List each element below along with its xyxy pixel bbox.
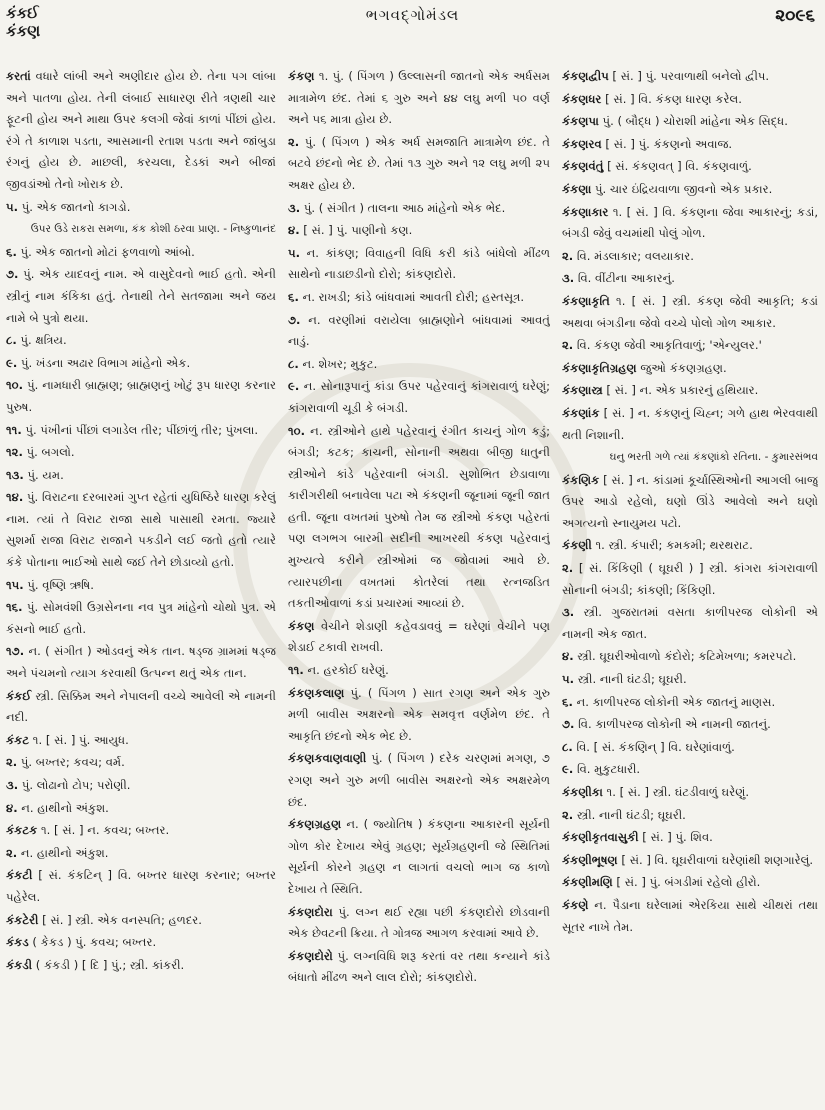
dictionary-entry: કંકણા પું. ચાર ઇંદ્રિયવાળા જીવનો એક પ્રકાર. bbox=[562, 181, 773, 196]
dictionary-entry: ૯. ન. સોનારૂપાનું કાંડા ઉપર પહેરવાનું કાંગરાવાળું ઘરેણું; કાંગરાવાળી ચૂડી કે બંગડી. bbox=[288, 379, 550, 415]
dictionary-entry: કંકણાંક [ સં. ] ન. કંકણનું ચિહ્ન; ગળે હાથ ભેરવવાથી થતી નિશાની. bbox=[562, 405, 818, 442]
guide-word-last: કંકણ bbox=[6, 22, 41, 40]
dictionary-entry: કંકણકવાણવાણી પું. ( પિંગળ ) દરેક ચરણમાં મગણ, ૭ રગણ અને ગુરુ મળી બાવીસ અક્ષરનો એક અક્ષરમેળ છંદ. bbox=[288, 751, 550, 809]
dictionary-entry: ૨. [ સં. કિંકિણી ( ઘૂઘરી ) ] સ્ત્રી. કાંગરા કાંગરાવાળી સોનાની બંગડી; કાંકણી; કિંકિણી. bbox=[562, 561, 818, 597]
dictionary-entry: ૨. પું. બખ્તર; કવચ; વર્મ. bbox=[6, 755, 125, 770]
dictionary-entry: કંકણવંતું [ સં. કંકણવત્ ] વિ. કંકણવાળું. bbox=[562, 159, 752, 174]
dictionary-entry: ૮. વિ. [ સં. કંકણિન્ ] વિ. ઘરેણાંવાળું. bbox=[562, 739, 735, 754]
dictionary-entry: કંકણાકાર ૧. [ સં. ] વિ. કંકણના જેવા આકારનું; કડાં, બંગડી જેવું વચમાંથી પોલું ગોળ. bbox=[562, 204, 818, 241]
dictionary-entry: કંકણધર [ સં. ] વિ. કંકણ ધારણ કરેલ. bbox=[562, 91, 742, 106]
dictionary-entry: કંકણીકા ૧. [ સં. ] સ્ત્રી. ઘંટડીવાળું ઘરેણું. bbox=[562, 785, 750, 799]
dictionary-entry: ૧૫. પું. વૃષ્ણિ ઋષિ. bbox=[6, 577, 94, 592]
dictionary-entry: ૧૨. પું. બગલો. bbox=[6, 445, 75, 460]
dictionary-entry: ૨. પું. ( પિંગળ ) એક અર્ધ સમજાતિ માત્રામેળ છંદ. તે બટવે છંદનો ભેદ છે. તેમાં ૧૩ ગુરુ અને ૧૨ લઘુ મળી ૨૫ અક્ષર હોય છે. bbox=[288, 134, 550, 192]
dictionary-entry: ૨. ન. હાથીનો અંકુશ. bbox=[6, 845, 109, 860]
dictionary-entry: ૧૪. પું. વિરાટના દરબારમાં ગુપ્ત રહેતાં યુધિષ્ઠિરે ધારણ કરેલું નામ. ત્યાં તે વિરાટ રાજા સાથે પાસાથી રમતા. જ્યારે સુશર્મા રાજા વિરાટ રાજાને પકડીને લઈ જતો હતો ત્યારે કંકે પોતાના ભાઈઓ સાથે જઈ તેને છોડાવ્યો હતો. bbox=[6, 490, 276, 570]
dictionary-entry: કંકટક ૧. [ સં. ] ન. કવચ; બખ્તર. bbox=[6, 823, 170, 838]
dictionary-entry: ૯. વિ. મુકુટધારી. bbox=[562, 762, 641, 777]
dictionary-entry: કંકણગ્રહણ ન. ( જ્યોતિષ ) કંકણના આકારની સૂર્યની ગોળ કોર દેખાય એવું ગ્રહણ; સૂર્યગ્રહણની જે સ્થિતિમાં સૂર્યની કોરને ગ્રહણ ન લાગતાં વચલો ભાગ જ કાળો દેખાય તે સ્થિતિ. bbox=[288, 817, 550, 896]
dictionary-entry: કરતાં વધારે લાંબી અને અણીદાર હોય છે. તેના પગ લાંબા અને પાતળા હોય. તેની લંબાઈ સાધારણ રીતે ત્રણથી ચાર ફૂટની હોય અને માથા ઉપર કલગી જેવાં કાળાં પીંછાં હોય. રંગે તે કાળાશ પડતા, આસમાની રતાશ પડતા અને જાંબુડા રંગનું હોય છે. માછલી, કરચલા, દેડકાં અને બીજાં જીવડાંઓ તેનો ખોરાક છે. bbox=[6, 69, 276, 191]
dictionary-entry: કંકણાસ્ત્ર [ સં. ] ન. એક પ્રકારનું હથિયાર. bbox=[562, 383, 759, 398]
page-number: ૨૦૯૬ bbox=[775, 6, 815, 26]
column-left bbox=[6, 66, 276, 1106]
dictionary-entry: ઘનુ ભરતી ગળે ત્યાં કંકણાંકો રતિના. - કુમારસંભવ bbox=[609, 451, 818, 464]
dictionary-entry: ૨. સ્ત્રી. નાની ઘંટડી; ઘૂઘરી. bbox=[562, 807, 686, 822]
dictionary-entry: ૬. પું. એક જાતનો મોટાં ફળવાળો આંબો. bbox=[6, 244, 195, 259]
dictionary-entry: ૫. પું. એક જાતનો કાગડો. bbox=[6, 199, 131, 214]
dictionary-entry: કંકડી ( કંકડી ) [ દિ ] પું.; સ્ત્રી. કાંકરી. bbox=[6, 957, 185, 972]
dictionary-entry: કંકણી ૧. સ્ત્રી. કંપારી; કમકમી; થરથરાટ. bbox=[562, 538, 753, 553]
dictionary-entry: ૨. વિ. કંકણ જેવી આકૃતિવાળું; 'એન્યુલર.' bbox=[562, 338, 762, 353]
dictionary-entry: ૮. પું. ક્ષત્રિય. bbox=[6, 333, 67, 348]
dictionary-entry: ૩. સ્ત્રી. ગુજરાતમાં વસતા કાળીપરજ લોકોની એ નામની એક જાત. bbox=[562, 605, 818, 641]
dictionary-entry: કંકણીભૂષણ [ સં. ] વિ. ઘૂઘરીવાળાં ઘરેણાંથી શણગારેલું. bbox=[562, 852, 814, 867]
page-header bbox=[0, 0, 825, 58]
dictionary-entry: કંકણદોરો પું. લગ્નવિધિ શરૂ કરતાં વર તથા કન્યાને કાંડે બંધાતો મીંઢળ અને લાલ દોરો; કાંકણદોરો. bbox=[288, 948, 550, 985]
dictionary-entry: ૮. ન. શેખર; મુકુટ. bbox=[288, 356, 378, 371]
dictionary-entry: ૫. ન. કાંકણ; વિવાહની વિધિ કરી કાંડે બાંધેલો મીંઢળ સાથેનો નાડાછડીનો દોરો; કાંકણદોરો. bbox=[288, 245, 550, 282]
dictionary-entry: ૬. ન. રાખડી; કાંડે બાંધવામાં આવતી દોરી; હસ્તસૂત્ર. bbox=[288, 289, 525, 304]
dictionary-entry: ૩. પું. ( સંગીત ) તાલના આઠ માંહેનો એક ભેદ. bbox=[288, 200, 506, 215]
dictionary-entry: કંકણરવ [ સં. ] પું. કંકણનો અવાજ. bbox=[562, 136, 733, 151]
dictionary-entry: કંકટેરી [ સં. ] સ્ત્રી. એક વનસ્પતિ; હળદર. bbox=[6, 912, 202, 927]
column-right bbox=[562, 66, 818, 1106]
dictionary-entry: ૧૦. ન. સ્ત્રીઓને હાથે પહેરવાનું રંગીત કાચનું ગોળ કડું; બંગડી; કટક; કાચની, સોનાની અથવા બીજી ધાતુની સ્ત્રીઓને કાંડે પહેરવાની બંગડી. સુશોભિત છેડાવાળા કારીગરીથી બનાવેલા પટા એ કંકણની જૂનામાં જૂની જાત હતી. જૂના વખતમાં પુરુષો તેમ જ સ્ત્રીઓ કંકણ પહેરતાં પણ લગભગ બારમી સદીની આખરથી કંકણ પહેરવાનું મુખ્યત્વે કરીને સ્ત્રીઓમાં જ જોવામાં આવે છે. ત્યારપછીના વખતમાં કોતરેલાં તથા રત્નજડિત તકતીઓવાળાં કડાં પ્રચારમાં આવ્યાં છે. bbox=[288, 423, 550, 611]
dictionary-entry: કંકણદ્વીપ [ સં. ] પું. પરવાળાથી બનેલો દ્વીપ. bbox=[562, 69, 770, 83]
dictionary-entry: કંકણદોરા પું. લગ્ન થઈ રહ્યા પછી કંકણદોરો છોડવાની એક છેવટની ક્રિયા. તે ગોત્રજ આગળ કરવામાં આવે છે. bbox=[288, 904, 550, 941]
dictionary-entry: ઉપર ઉડે રાકરા સમળા, કંક કોશી ઠરવા પ્રાણ. - નિષ્કુળાનંદ bbox=[30, 223, 276, 236]
dictionary-entry: કંકઈ સ્ત્રી. સિક્કિમ અને નેપાલની વચ્ચે આવેલી એ નામની નદી. bbox=[6, 688, 276, 725]
dictionary-entry: કંકણાકૃતિગ્રહણ જુઓ કંકણગ્રહણ. bbox=[562, 360, 727, 375]
dictionary-entry: ૩. પું. લોઢાનો ટોપ; પરોણી. bbox=[6, 778, 131, 792]
dictionary-entry: ૪. [ સં. ] પું. પાણીનો કણ. bbox=[288, 223, 413, 238]
dictionary-entry: ૭. ન. વરણીમાં વરાયેલા બ્રાહ્મણોને બાંધવામાં આવતું નાડું. bbox=[288, 312, 550, 349]
dictionary-entry: કંકણાકૃતિ ૧. [ સં. ] સ્ત્રી. કંકણ જેવી આકૃતિ; કડાં અથવા બંગડીના જેવો વચ્ચે પોલો ગોળ આકાર. bbox=[562, 293, 818, 330]
dictionary-entry: કંકટ ૧. [ સં. ] પું. આયુધ. bbox=[6, 732, 129, 747]
dictionary-entry: કંકણે ન. પૈડાના ઘરેલામાં એરકિયા સાથે ચીથરાં તથા સૂતર નાખે તેમ. bbox=[562, 897, 818, 934]
dictionary-entry: ૧૭. ન. ( સંગીત ) ઓડવનું એક તાન. ષડ્જ ગ્રામમાં ષડ્જ અને પંચમનો ત્યાગ કરવાથી ઉત્પન્ન થતું એક તાન. bbox=[6, 644, 276, 681]
dictionary-entry: ૩. વિ. વીંટીના આકારનું. bbox=[562, 271, 675, 286]
dictionary-body bbox=[0, 66, 825, 1106]
column-middle bbox=[288, 66, 550, 1106]
dictionary-entry: કંકણીકૃતવાસુકી [ સં. ] પું. શિવ. bbox=[562, 830, 713, 845]
dictionary-entry: કંકણકલાણ પું. ( પિંગળ ) સાત રગણ અને એક ગુરુ મળી બાવીસ અક્ષરનો એક સમવૃત્ત વર્ણમેળ છંદ. તે આકૃતિ છંદનો એક ભેદ છે. bbox=[288, 685, 550, 743]
dictionary-entry: ૧૬. પું. સોમવંશી ઉગ્રસેનના નવ પુત્ર માંહેનો ચોથો પુત્ર. એ કંસનો ભાઈ હતો. bbox=[6, 600, 276, 636]
dictionary-entry: કંકણપા પું. ( બૌદ્ધ ) ચોરાશી માંહેના એક સિદ્ધ. bbox=[562, 114, 788, 129]
dictionary-entry: ૭. પું. એક યાદવનું નામ. એ વાસુદેવનો ભાઈ હતો. એની સ્ત્રીનું નામ કંકિકા હતું. તેનાથી તેને સતજામા અને જય નામે બે પુત્રો થયા. bbox=[6, 267, 276, 325]
dictionary-entry: કંકણ વેચીને શેડાણી કહેવડાવવું = ઘરેણાં વેચીને પણ શેડાઈ ટકાવી રાખવી. bbox=[288, 618, 550, 655]
dictionary-entry: કંકણિક [ સં. ] ન. કાંડામાં કૂર્ચાસ્થિઓની આગલી બાજુ ઉપર આડો રહેલો, ઘણો ઊંડે આવેલો અને ઘણો અગત્યનો સ્નાયુમય પટો. bbox=[562, 472, 818, 530]
guide-word-first: કંકઈ bbox=[6, 4, 39, 22]
dictionary-entry: કંકણ ૧. પું. ( પિંગળ ) ઉલ્લાસની જાતનો એક અર્ધસમ માત્રામેળ છંદ. તેમાં ૬ ગુરુ અને ૪૪ લઘુ મળી ૫૦ વર્ણ અને ૫૬ માત્રા હોય છે. bbox=[288, 69, 550, 127]
dictionary-entry: કંકણીમણિ [ સં. ] પું. બંગડીમાં રહેલો હીરો. bbox=[562, 875, 761, 890]
dictionary-entry: ૧૧. ન. હરકોઈ ઘરેણું. bbox=[288, 663, 389, 678]
dictionary-entry: કંકટી [ સં. કંકટિન્ ] વિ. બખ્તર ધારણ કરનાર; બખ્તર પહેરેલ. bbox=[6, 868, 276, 904]
dictionary-entry: ૯. પું. ખંડના અઢાર વિભાગ માંહેનો એક. bbox=[6, 355, 191, 370]
dictionary-entry: ૧૩. પું. યમ. bbox=[6, 467, 64, 482]
dictionary-entry: ૧૦. પું. નામધારી બ્રાહ્મણ; બ્રાહ્મણનું ખોટું રૂપ ધારણ કરનાર પુરુષ. bbox=[6, 378, 276, 414]
dictionary-entry: ૨. વિ. મંડલાકાર; વલયાકાર. bbox=[562, 248, 694, 263]
dictionary-entry: કંકડ ( કેકડ ) પું. કવચ; બખ્તર. bbox=[6, 935, 157, 950]
dictionary-entry: ૫. સ્ત્રી. નાની ઘંટડી; ઘૂઘરી. bbox=[562, 672, 687, 687]
dictionary-entry: ૪. સ્ત્રી. ઘૂઘરીઓવાળો કંદોરો; કટિમેખળા; કમરપટો. bbox=[562, 649, 797, 664]
running-title: ભગવદ્ગોમંડલ bbox=[365, 6, 460, 24]
dictionary-entry: ૭. વિ. કાળીપરજ લોકોની એ નામની જાતનું. bbox=[562, 717, 771, 732]
dictionary-entry: ૪. ન. હાથીનો અંકુશ. bbox=[6, 800, 109, 815]
dictionary-entry: ૬. ન. કાળીપરજ લોકોની એક જાતનું માણસ. bbox=[562, 694, 776, 709]
dictionary-entry: ૧૧. પું. પંખીનાં પીંછાં લગાડેલ તીર; પીંછાંળું તીર; પુંખલા. bbox=[6, 422, 258, 437]
